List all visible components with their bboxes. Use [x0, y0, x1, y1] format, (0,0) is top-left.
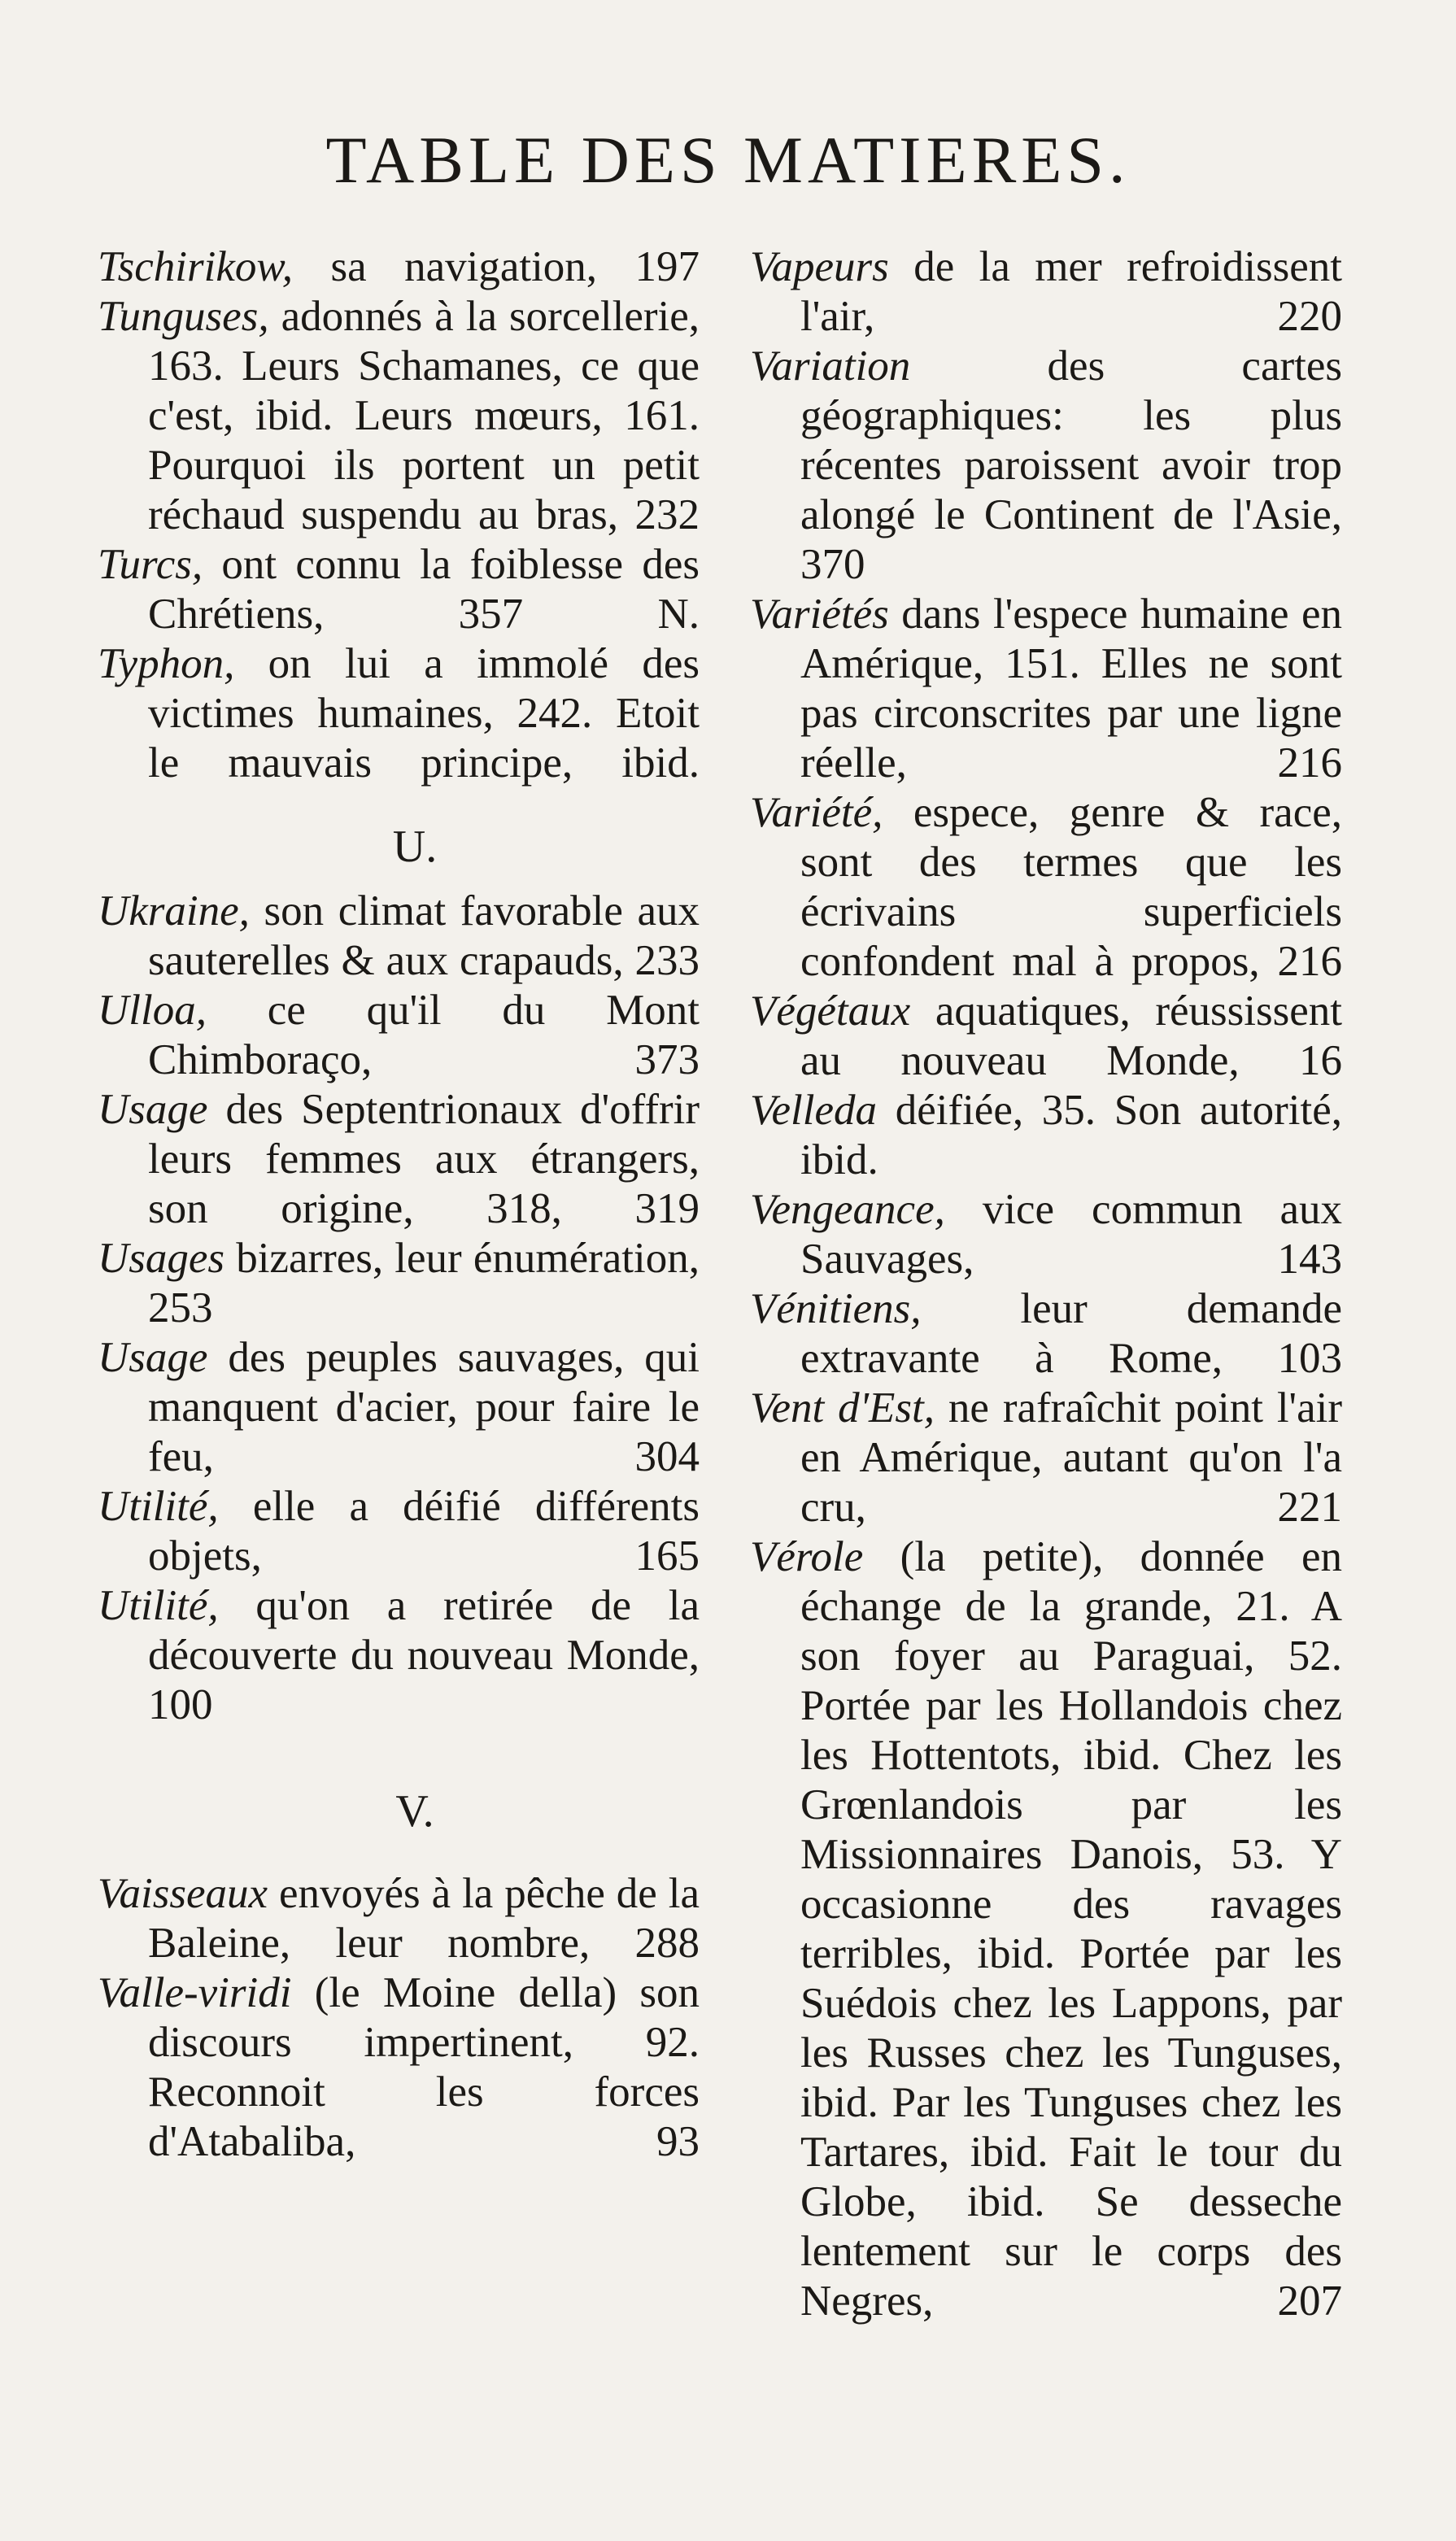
- page-title: TABLE DES MATIERES.: [325, 123, 1131, 197]
- left-column: [98, 242, 700, 2167]
- entry-text: espece, genre & race, sont des termes que les écrivains superficiels confondent mal à propos, 216: [800, 789, 1342, 985]
- index-entry: [750, 342, 1342, 590]
- entry-text: (le Moine della) son discours impertinent, 92. Reconnoit les forces d'Atabaliba, 93: [148, 1969, 700, 2165]
- entry-text: des Septentrionaux d'offrir leurs femmes aux étrangers, son origine, 318, 319: [148, 1086, 700, 1232]
- index-entry: [750, 1384, 1342, 1532]
- index-entry: [98, 1581, 700, 1730]
- entry-text: des cartes géographiques: les plus récentes paroissent avoir trop alongé le Continent de l'Asie, 370: [800, 342, 1342, 588]
- entry-head: Vengeance,: [750, 1186, 945, 1233]
- entry-text: adonnés à la sorcellerie, 163. Leurs Schamanes, ce que c'est, ibid. Leurs mœurs, 161. Pourquoi ils portent un petit réchaud suspendu au bras, 232: [148, 293, 700, 538]
- entry-text: ont connu la foiblesse des Chrétiens, 357 N.: [148, 541, 700, 638]
- entry-text: elle a déifié différents objets, 165: [148, 1483, 700, 1580]
- index-entry: [98, 292, 700, 540]
- entry-head: Vérole: [750, 1533, 864, 1580]
- entry-head: Valle-viridi: [98, 1969, 292, 2016]
- entry-head: Vent d'Est,: [750, 1384, 935, 1432]
- entry-text: aquatiques, réussissent au nouveau Monde, 16: [800, 987, 1342, 1084]
- index-entry: [98, 1085, 700, 1234]
- index-entry: [750, 987, 1342, 1086]
- entry-head: Typhon,: [98, 640, 235, 687]
- index-entry: [98, 887, 700, 986]
- entry-head: Vénitiens,: [750, 1285, 922, 1332]
- entry-head: Utilité,: [98, 1483, 219, 1530]
- index-entry: [750, 788, 1342, 987]
- entry-text: bizarres, leur énumération, 253: [148, 1235, 700, 1332]
- entry-text: de la mer refroidissent l'air, 220: [800, 243, 1342, 340]
- entry-head: Variation: [750, 342, 911, 390]
- index-entry: [98, 1234, 700, 1333]
- entry-head: Variétés: [750, 591, 889, 638]
- section-letter-u: U.: [392, 822, 438, 872]
- entry-text: (la petite), donnée en échange de la grande, 21. A son foyer au Paraguai, 52. Portée par les Hollandois chez les Hottentots, ibid. Chez les Grœnlandois par les Missionnaires Danois, 53. Y occasionne des ravages terribles, ibid. Portée par les Suédois chez les Lappons, par les Russes chez les Tunguses, ibid. Par les Tunguses chez les Tartares, ibid. Fait le tour du Globe, ibid. Se desseche lentement sur le corps des Negres, 207: [800, 1533, 1343, 2325]
- index-entry: [98, 986, 700, 1085]
- entry-head: Végétaux: [750, 987, 911, 1035]
- entry-head: Ukraine,: [98, 887, 250, 935]
- index-entry: [750, 590, 1342, 788]
- index-entry: [750, 1086, 1342, 1185]
- entry-head: Velleda: [750, 1087, 877, 1134]
- index-entry: [98, 1333, 700, 1482]
- entry-text: ce qu'il du Mont Chimboraço, 373: [148, 987, 700, 1083]
- entry-head: Tunguses,: [98, 293, 269, 340]
- entry-text: ne rafraîchit point l'air en Amérique, autant qu'on l'a cru, 221: [800, 1384, 1343, 1531]
- section-letter-v: V.: [395, 1786, 434, 1837]
- entry-head: Turcs,: [98, 541, 203, 588]
- index-entry: [98, 540, 700, 639]
- entry-head: Usage: [98, 1086, 208, 1133]
- entry-text: des peuples sauvages, qui manquent d'acier, pour faire le feu, 304: [148, 1334, 700, 1480]
- entry-text: qu'on a retirée de la découverte du nouveau Monde, 100: [148, 1582, 700, 1728]
- index-entry: [750, 242, 1342, 342]
- entry-head: Vaisseaux: [98, 1870, 268, 1917]
- entry-head: Utilité,: [98, 1582, 219, 1629]
- index-entry: [98, 1482, 700, 1581]
- index-entry: [98, 242, 700, 292]
- entry-head: Usage: [98, 1334, 208, 1381]
- entry-text: sa navigation, 197: [330, 243, 700, 290]
- entry-head: Vapeurs: [750, 243, 889, 290]
- index-entry: [98, 1869, 700, 1968]
- index-entry: [750, 1532, 1342, 2326]
- index-entry: [750, 1185, 1342, 1284]
- entry-text: vice commun aux Sauvages, 143: [800, 1186, 1342, 1283]
- entry-text: son climat favorable aux sauterelles & aux crapauds, 233: [148, 887, 700, 984]
- entry-head: Ulloa,: [98, 987, 207, 1034]
- entry-head: Variété,: [750, 789, 883, 836]
- entry-text: déifiée, 35. Son autorité, ibid.: [800, 1087, 1342, 1183]
- entry-text: on lui a immolé des victimes humaines, 242. Etoit le mauvais principe, ibid.: [148, 640, 700, 787]
- entry-text: dans l'espece humaine en Amérique, 151. Elles ne sont pas circonscrites par une ligne réelle, 216: [800, 591, 1343, 787]
- entry-text: envoyés à la pêche de la Baleine, leur nombre, 288: [148, 1870, 700, 1967]
- entry-head: Usages: [98, 1235, 225, 1282]
- index-entry: [98, 639, 700, 788]
- index-entry: [750, 1284, 1342, 1384]
- index-entry: [98, 1968, 700, 2167]
- right-column: [750, 242, 1342, 2326]
- entry-head: Tschirikow,: [98, 243, 294, 290]
- entry-text: leur demande extravante à Rome, 103: [800, 1285, 1342, 1382]
